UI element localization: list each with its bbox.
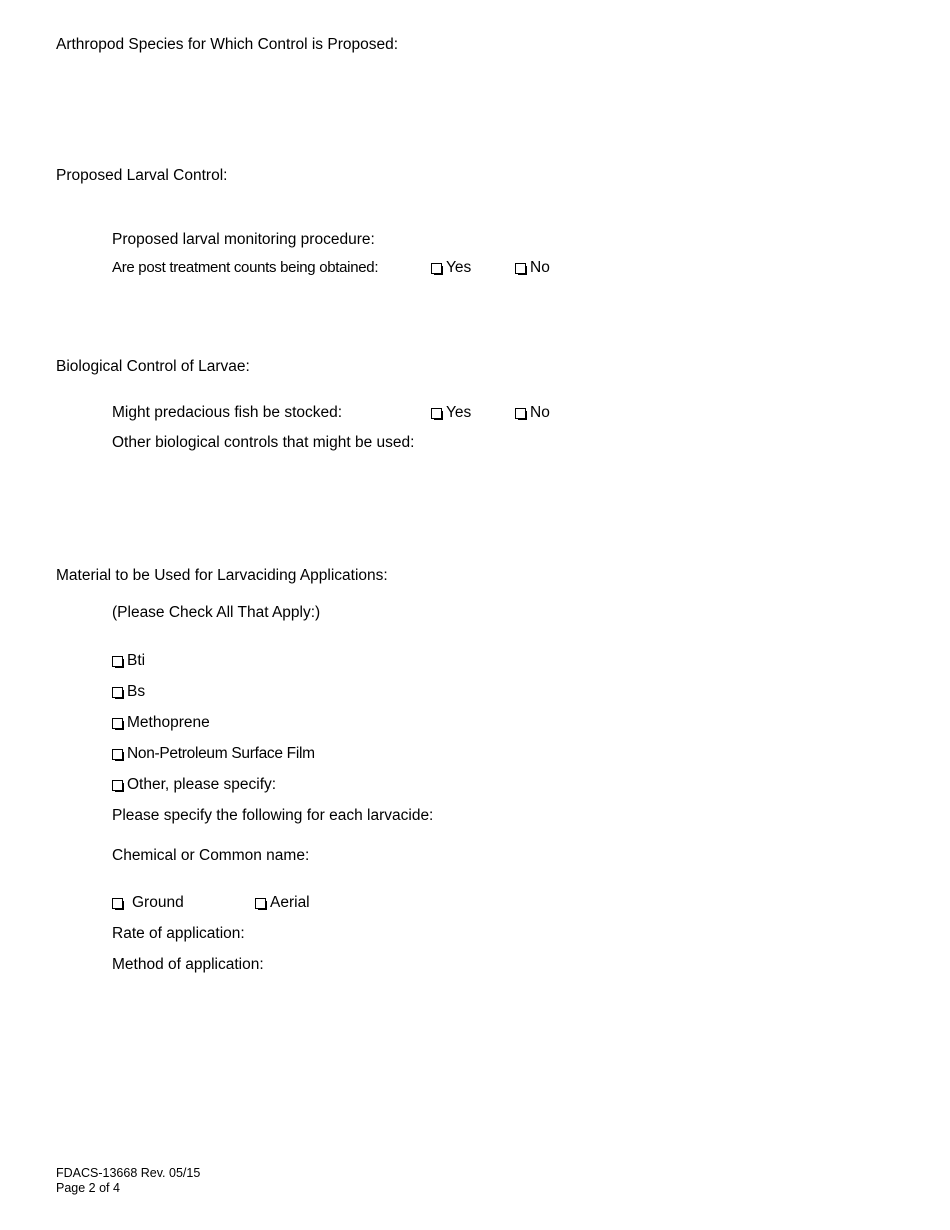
checkbox-icon xyxy=(431,263,442,274)
check-all-instruction: (Please Check All That Apply:) xyxy=(112,604,321,621)
page-number: Page 2 of 4 xyxy=(56,1181,120,1195)
material-option-bti[interactable] xyxy=(112,652,145,670)
checkbox-icon xyxy=(112,718,123,729)
aerial-checkbox[interactable] xyxy=(255,894,310,912)
larval-monitoring-label: Proposed larval monitoring procedure: xyxy=(112,231,375,248)
material-option-label: Non-Petroleum Surface Film xyxy=(127,745,315,762)
method-of-application-label: Method of application: xyxy=(112,956,264,973)
material-option-other[interactable] xyxy=(112,776,276,794)
material-option-label: Bti xyxy=(127,652,146,669)
fish-no-checkbox[interactable] xyxy=(515,404,550,422)
fish-yes-checkbox[interactable] xyxy=(431,404,471,422)
checkbox-icon xyxy=(431,408,442,419)
post-counts-yes-label: Yes xyxy=(446,259,472,276)
predacious-fish-label: Might predacious fish be stocked: xyxy=(112,404,343,421)
checkbox-icon xyxy=(255,898,266,909)
material-option-methoprene[interactable] xyxy=(112,714,210,732)
checkbox-icon xyxy=(112,749,123,760)
post-treatment-counts-label: Are post treatment counts being obtained: xyxy=(112,259,379,276)
ground-checkbox[interactable] xyxy=(112,894,184,912)
material-option-label: Other, please specify: xyxy=(127,776,277,793)
material-option-surface-film[interactable] xyxy=(112,745,315,763)
checkbox-icon xyxy=(112,656,123,667)
checkbox-icon xyxy=(515,263,526,274)
fish-no-label: No xyxy=(530,404,550,421)
larval-control-heading: Proposed Larval Control: xyxy=(56,167,228,184)
checkbox-icon xyxy=(515,408,526,419)
checkbox-icon xyxy=(112,898,123,909)
post-counts-yes-checkbox[interactable] xyxy=(431,259,471,277)
material-option-bs[interactable] xyxy=(112,683,145,701)
material-heading: Material to be Used for Larvaciding Applications: xyxy=(56,567,388,584)
checkbox-icon xyxy=(112,780,123,791)
post-counts-no-checkbox[interactable] xyxy=(515,259,550,277)
fish-yes-label: Yes xyxy=(446,404,472,421)
ground-label: Ground xyxy=(132,894,184,911)
post-counts-no-label: No xyxy=(530,259,550,276)
arthropod-species-label: Arthropod Species for Which Control is Proposed: xyxy=(56,36,399,53)
aerial-label: Aerial xyxy=(270,894,310,911)
material-option-label: Bs xyxy=(127,683,146,700)
specify-larvacide-label: Please specify the following for each larvacide: xyxy=(112,807,434,824)
biological-control-heading: Biological Control of Larvae: xyxy=(56,358,250,375)
form-id: FDACS-13668 Rev. 05/15 xyxy=(56,1166,201,1180)
rate-of-application-label: Rate of application: xyxy=(112,925,245,942)
other-biological-label: Other biological controls that might be used: xyxy=(112,434,415,451)
chemical-name-label: Chemical or Common name: xyxy=(112,847,310,864)
checkbox-icon xyxy=(112,687,123,698)
material-option-label: Methoprene xyxy=(127,714,210,731)
